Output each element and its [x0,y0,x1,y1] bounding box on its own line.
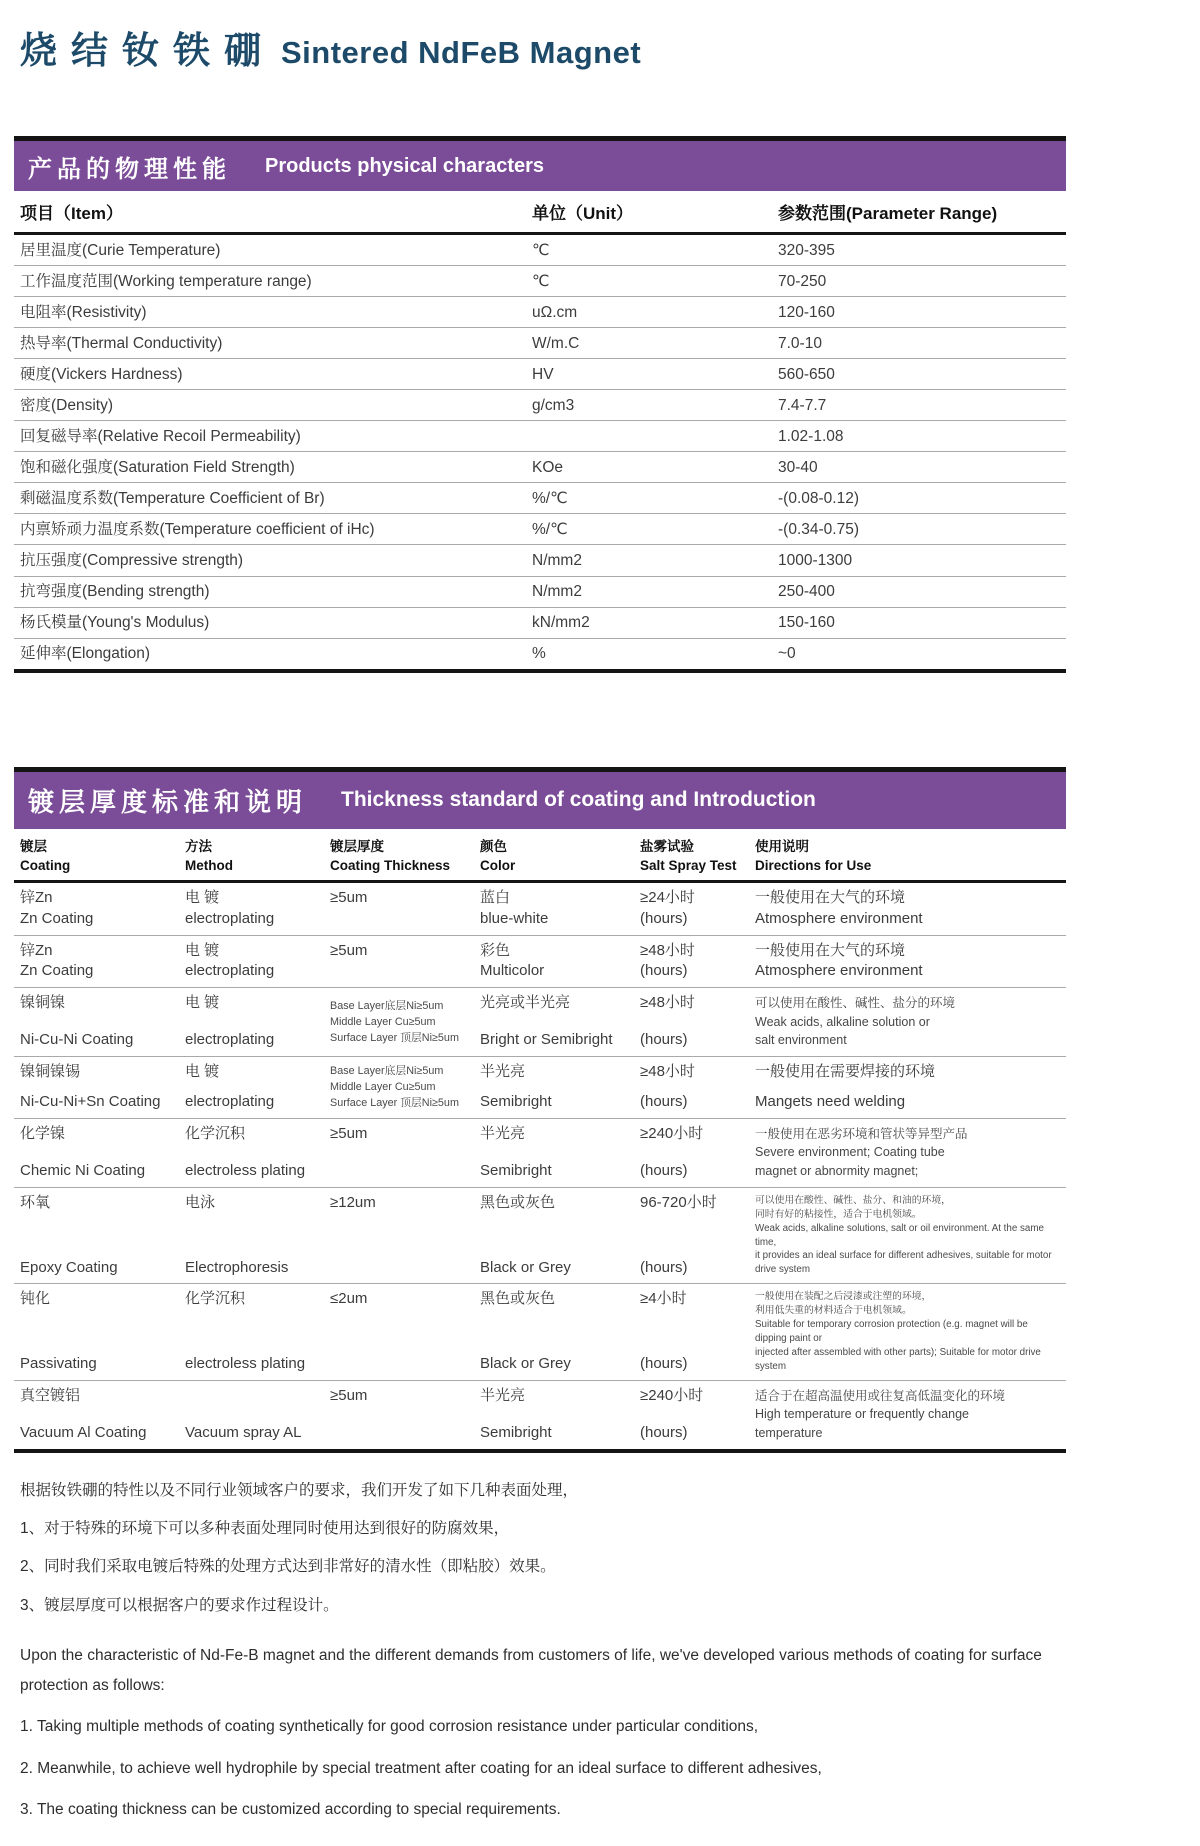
item-cell: 密度(Density) [20,396,114,414]
thickness-value: ≥5um [330,888,368,906]
method-zh: 电 镀 [185,1063,220,1081]
unit-cell: N/mm2 [532,583,582,601]
use-en: salt environment [755,1033,847,1048]
table-row [14,987,1066,1056]
coating-zh: 镍铜镍锡 [20,1063,81,1081]
thickness-surface-layer: Surface Layer 顶层Ni≥5um [330,1032,459,1044]
item-cell: 饱和磁化强度(Saturation Field Strength) [20,458,295,476]
column-header-en: Salt Spray Test [640,858,737,874]
note-line: 1、对于特殊的环境下可以多种表面处理同时使用达到很好的防腐效果， [20,1520,510,1538]
salt-en: (hours) [640,1031,688,1049]
method-zh: 电泳 [185,1193,216,1211]
column-header-range: 参数范围(Parameter Range) [778,204,998,223]
note-line: 1. Taking multiple methods of coating synthetically for good corrosion resistance under particular conditions, [20,1718,759,1736]
unit-cell [526,421,772,451]
color-cell [474,936,634,987]
range-cell: 1.02-1.08 [778,427,844,445]
coating-cell [14,1188,179,1283]
use-en: High temperature or frequently change [755,1407,970,1422]
method-en: electroless plating [185,1354,306,1372]
unit-cell: % [532,645,546,663]
unit-cell: KOe [532,458,564,476]
note-line: 3、镀层厚度可以根据客户的要求作过程设计。 [20,1596,339,1614]
coating-en: Passivating [20,1354,97,1372]
note-line: 2、同时我们采取电镀后特殊的处理方式达到非常好的清水性（即粘胶）效果。 [20,1558,556,1576]
method-en: Vacuum spray AL [185,1424,302,1442]
method-zh: 电 镀 [185,941,220,959]
coating-en: Ni-Cu-Ni+Sn Coating [20,1092,161,1110]
color-zh: 彩色 [480,941,511,959]
coating-en: Vacuum Al Coating [20,1424,147,1442]
range-cell: 7.4-7.7 [778,396,827,414]
table-row [14,389,1066,420]
method-cell [179,936,324,987]
coating-cell [14,1284,179,1379]
page-title-zh: 烧结钕铁硼 [20,30,275,71]
table-row [14,265,1066,296]
unit-cell: kN/mm2 [532,614,590,632]
use-en: Suitable for temporary corrosion protection (e.g. magnet will be dipping paint or [755,1319,1028,1344]
table-row [14,1187,1066,1283]
method-cell [179,1284,324,1379]
column-header-en: Method [185,858,233,874]
directions-cell [749,1381,1066,1449]
range-cell: -(0.34-0.75) [778,520,859,538]
physical-section-header [14,136,1066,191]
notes-english [14,1641,1066,1825]
unit-cell: %/℃ [532,489,568,507]
column-header-unit: 单位（Unit） [532,204,634,223]
use-en: Atmosphere environment [755,962,923,980]
salt-en: (hours) [640,910,688,928]
thickness-cell [324,1057,474,1118]
use-en: Weak acids, alkaline solution or [755,1014,930,1029]
thickness-value: ≥5um [330,1386,368,1404]
coating-en: Zn Coating [20,962,94,980]
thickness-middle-layer: Middle Layer Cu≥5um [330,1015,436,1028]
range-cell: -(0.08-0.12) [778,489,859,507]
use-en: magnet or abnormity magnet; [755,1164,919,1179]
item-cell: 内禀矫顽力温度系数(Temperature coefficient of iHc) [20,520,375,538]
column-header-en: Coating Thickness [330,858,451,874]
salt-spray-cell [634,1188,749,1283]
range-cell: ~0 [778,645,796,663]
use-zh: 适合于在超高温使用或往复高低温变化的环境 [755,1388,1006,1403]
table-row [14,607,1066,638]
column-header-salt-spray [634,837,749,876]
unit-cell: %/℃ [532,520,568,538]
thickness-cell [324,1284,474,1379]
table-row [14,482,1066,513]
method-cell [179,1057,324,1118]
color-zh: 光亮或半光亮 [480,993,571,1011]
thickness-cell [324,988,474,1056]
salt-en: (hours) [640,962,688,980]
item-cell: 热导率(Thermal Conductivity) [20,334,223,352]
column-header-en: Coating [20,858,71,874]
method-zh [185,1387,318,1402]
range-cell: 70-250 [778,272,827,290]
unit-cell: ℃ [532,241,550,259]
column-header-coating [14,837,179,876]
thickness-value: ≥5um [330,1124,368,1142]
color-zh: 半光亮 [480,1386,526,1404]
use-en: temperature [755,1426,823,1441]
salt-zh: ≥240小时 [640,1124,704,1142]
salt-en: (hours) [640,1092,688,1110]
use-zh: 一般使用在需要焊接的环境 [755,1063,936,1081]
table-row [14,638,1066,669]
table-row [14,513,1066,544]
thickness-base-layer: Base Layer底层Ni≥5um [330,999,444,1012]
salt-spray-cell [634,883,749,935]
salt-spray-cell [634,988,749,1056]
use-zh: 同时有好的粘接性，适合于电机领域。 [755,1208,922,1220]
method-en: electroplating [185,962,275,980]
directions-cell [749,1119,1066,1187]
color-zh: 半光亮 [480,1124,526,1142]
directions-cell [749,1057,1066,1118]
coating-table [14,880,1066,1453]
coating-section-title-zh: 镀层厚度标准和说明 [28,786,308,817]
use-zh: 可以使用在酸性、碱性、盐分的环境 [755,995,956,1010]
item-cell: 硬度(Vickers Hardness) [20,365,183,383]
use-zh: 一般使用在大气的环境 [755,941,906,959]
method-en: Electrophoresis [185,1258,289,1276]
color-en: Black or Grey [480,1354,571,1372]
item-cell: 剩磁温度系数(Temperature Coefficient of Br) [20,489,325,507]
physical-table [14,232,1066,673]
item-cell: 回复磁导率(Relative Recoil Permeability) [20,427,301,445]
range-cell: 120-160 [778,303,835,321]
color-cell [474,1188,634,1283]
item-cell: 居里温度(Curie Temperature) [20,241,221,259]
use-zh: 一般使用在恶劣环境和管状等异型产品 [755,1126,968,1141]
color-zh: 黑色或灰色 [480,1193,556,1211]
method-cell [179,988,324,1056]
physical-table-header [14,191,1066,232]
thickness-surface-layer: Surface Layer 顶层Ni≥5um [330,1097,459,1110]
salt-spray-cell [634,1284,749,1379]
salt-zh: ≥48小时 [640,1063,695,1081]
range-cell: 560-650 [778,365,835,383]
method-en: electroless plating [185,1162,306,1180]
salt-spray-cell [634,1057,749,1118]
thickness-cell [324,883,474,935]
item-cell: 工作温度范围(Working temperature range) [20,272,312,290]
table-row [14,1056,1066,1118]
unit-cell: uΩ.cm [532,303,578,321]
salt-zh: ≥48小时 [640,993,695,1011]
column-header-thickness [324,837,474,876]
notes-chinese [14,1479,1066,1617]
coating-cell [14,1057,179,1118]
coating-zh: 锌Zn [20,888,53,906]
color-en: Semibright [480,1162,552,1180]
table-row [14,327,1066,358]
thickness-value: ≤2um [330,1290,368,1308]
use-en: it provides an ideal surface for different adhesives, suitable for motor drive system [755,1250,1052,1276]
color-en: Bright or Semibright [480,1031,613,1049]
color-cell [474,988,634,1056]
color-en: Semibright [480,1092,552,1110]
note-line: 2. Meanwhile, to achieve well hydrophile by special treatment after coating for an ideal surface to different adhesives, [20,1759,822,1777]
coating-section-header [14,767,1066,829]
method-zh: 化学沉积 [185,1124,246,1142]
range-cell: 150-160 [778,614,835,632]
salt-zh: 96-720小时 [640,1193,717,1211]
unit-cell: W/m.C [532,334,580,352]
salt-spray-cell [634,936,749,987]
table-row [14,451,1066,482]
salt-zh: ≥24小时 [640,888,695,906]
item-cell: 抗压强度(Compressive strength) [20,551,244,569]
column-header-item: 项目（Item） [20,204,123,223]
note-line: Upon the characteristic of Nd-Fe-B magnet and the different demands from customers of life, we've developed various methods of coating for surface protection as follows: [20,1646,1042,1695]
directions-cell [749,988,1066,1056]
unit-cell: ℃ [532,272,550,290]
coating-table-header [14,829,1066,880]
table-row [14,935,1066,987]
page-title-en: Sintered NdFeB Magnet [281,35,642,70]
column-header-en: Color [480,858,516,874]
item-cell: 电阻率(Resistivity) [20,303,147,321]
thickness-base-layer: Base Layer底层Ni≥5um [330,1065,444,1078]
coating-zh: 化学镍 [20,1124,66,1142]
method-en: electroplating [185,1092,275,1110]
use-en: Mangets need welding [755,1092,906,1110]
color-en: Black or Grey [480,1258,571,1276]
coating-en: Ni-Cu-Ni Coating [20,1031,134,1049]
color-en: blue-white [480,910,549,928]
table-row [14,883,1066,935]
item-cell: 抗弯强度(Bending strength) [20,583,210,601]
coating-en: Chemic Ni Coating [20,1162,146,1180]
salt-zh: ≥240小时 [640,1386,704,1404]
column-header-zh: 镀层 [20,838,47,854]
range-cell: 320-395 [778,241,835,259]
method-cell [179,883,324,935]
coating-cell [14,1119,179,1187]
thickness-value: ≥12um [330,1193,376,1211]
color-en: Multicolor [480,962,545,980]
column-header-zh: 镀层厚度 [330,838,384,854]
column-header-directions [749,837,1066,876]
color-zh: 黑色或灰色 [480,1290,556,1308]
item-cell: 杨氏模量(Young's Modulus) [20,614,210,632]
coating-zh: 环氧 [20,1193,51,1211]
coating-zh: 真空镀铝 [20,1386,81,1404]
directions-cell [749,883,1066,935]
coating-en: Epoxy Coating [20,1258,118,1276]
coating-zh: 锌Zn [20,941,53,959]
thickness-value: ≥5um [330,941,368,959]
salt-en: (hours) [640,1258,688,1276]
column-header-zh: 颜色 [480,838,507,854]
column-header-zh: 方法 [185,838,212,854]
color-zh: 蓝白 [480,888,511,906]
thickness-cell [324,1188,474,1283]
physical-section-title-en: Products physical characters [265,154,545,177]
thickness-cell [324,1119,474,1187]
coating-section-title-en: Thickness standard of coating and Introduction [341,788,816,812]
use-zh: 可以使用在酸性、碱性、盐分、和油的环境， [755,1194,951,1206]
thickness-cell [324,936,474,987]
unit-cell: N/mm2 [532,551,582,569]
note-line: 根据钕铁硼的特性以及不同行业领域客户的要求，我们开发了如下几种表面处理， [20,1481,579,1499]
coating-en: Zn Coating [20,910,94,928]
method-zh: 电 镀 [185,888,220,906]
method-zh: 电 镀 [185,993,220,1011]
unit-cell: g/cm3 [532,396,575,414]
color-cell [474,1381,634,1449]
column-header-zh: 使用说明 [755,838,809,854]
method-zh: 化学沉积 [185,1290,246,1308]
salt-en: (hours) [640,1162,688,1180]
thickness-cell [324,1381,474,1449]
salt-en: (hours) [640,1354,688,1372]
salt-zh: ≥48小时 [640,941,695,959]
table-row [14,1118,1066,1187]
use-zh: 利用低失重的材料适合于电机领域。 [755,1305,912,1317]
method-cell [179,1119,324,1187]
method-en: electroplating [185,1031,275,1049]
directions-cell [749,1188,1066,1283]
table-row [14,576,1066,607]
directions-cell [749,1284,1066,1379]
column-header-method [179,837,324,876]
salt-zh: ≥4小时 [640,1290,687,1308]
method-cell [179,1381,324,1449]
unit-cell: HV [532,365,554,383]
salt-spray-cell [634,1381,749,1449]
use-en: Atmosphere environment [755,910,923,928]
coating-zh: 镍铜镍 [20,993,66,1011]
column-header-en: Directions for Use [755,858,872,874]
color-zh: 半光亮 [480,1063,526,1081]
table-row [14,420,1066,451]
salt-en: (hours) [640,1424,688,1442]
color-cell [474,883,634,935]
table-row [14,235,1066,265]
color-cell [474,1057,634,1118]
table-row [14,1283,1066,1379]
use-en: Severe environment; Coating tube [755,1145,945,1160]
coating-cell [14,1381,179,1449]
thickness-middle-layer: Middle Layer Cu≥5um [330,1081,436,1094]
color-cell [474,1119,634,1187]
color-en: Semibright [480,1424,552,1442]
coating-cell [14,988,179,1056]
salt-spray-cell [634,1119,749,1187]
table-row [14,296,1066,327]
range-cell: 30-40 [778,458,818,476]
range-cell: 1000-1300 [778,551,853,569]
coating-cell [14,936,179,987]
note-line: 3. The coating thickness can be customized according to special requirements. [20,1800,561,1818]
table-row [14,544,1066,575]
coating-zh: 钝化 [20,1290,51,1308]
method-cell [179,1188,324,1283]
color-cell [474,1284,634,1379]
table-row [14,358,1066,389]
range-cell: 7.0-10 [778,334,822,352]
method-en: electroplating [185,910,275,928]
use-zh: 一般使用在装配之后浸漆或注塑的环境， [755,1291,932,1303]
page-title [20,20,1186,74]
directions-cell [749,936,1066,987]
column-header-zh: 盐雾试验 [640,838,694,854]
physical-section-title-zh: 产品的物理性能 [28,155,231,183]
use-zh: 一般使用在大气的环境 [755,888,906,906]
range-cell: 250-400 [778,583,835,601]
table-row [14,1380,1066,1449]
use-en: Weak acids, alkaline solutions, salt or oil environment. At the same time, [755,1222,1044,1248]
use-en: injected after assembled with other parts); Suitable for motor drive system [755,1346,1041,1372]
item-cell: 延伸率(Elongation) [20,645,151,663]
coating-cell [14,883,179,935]
column-header-color [474,837,634,876]
